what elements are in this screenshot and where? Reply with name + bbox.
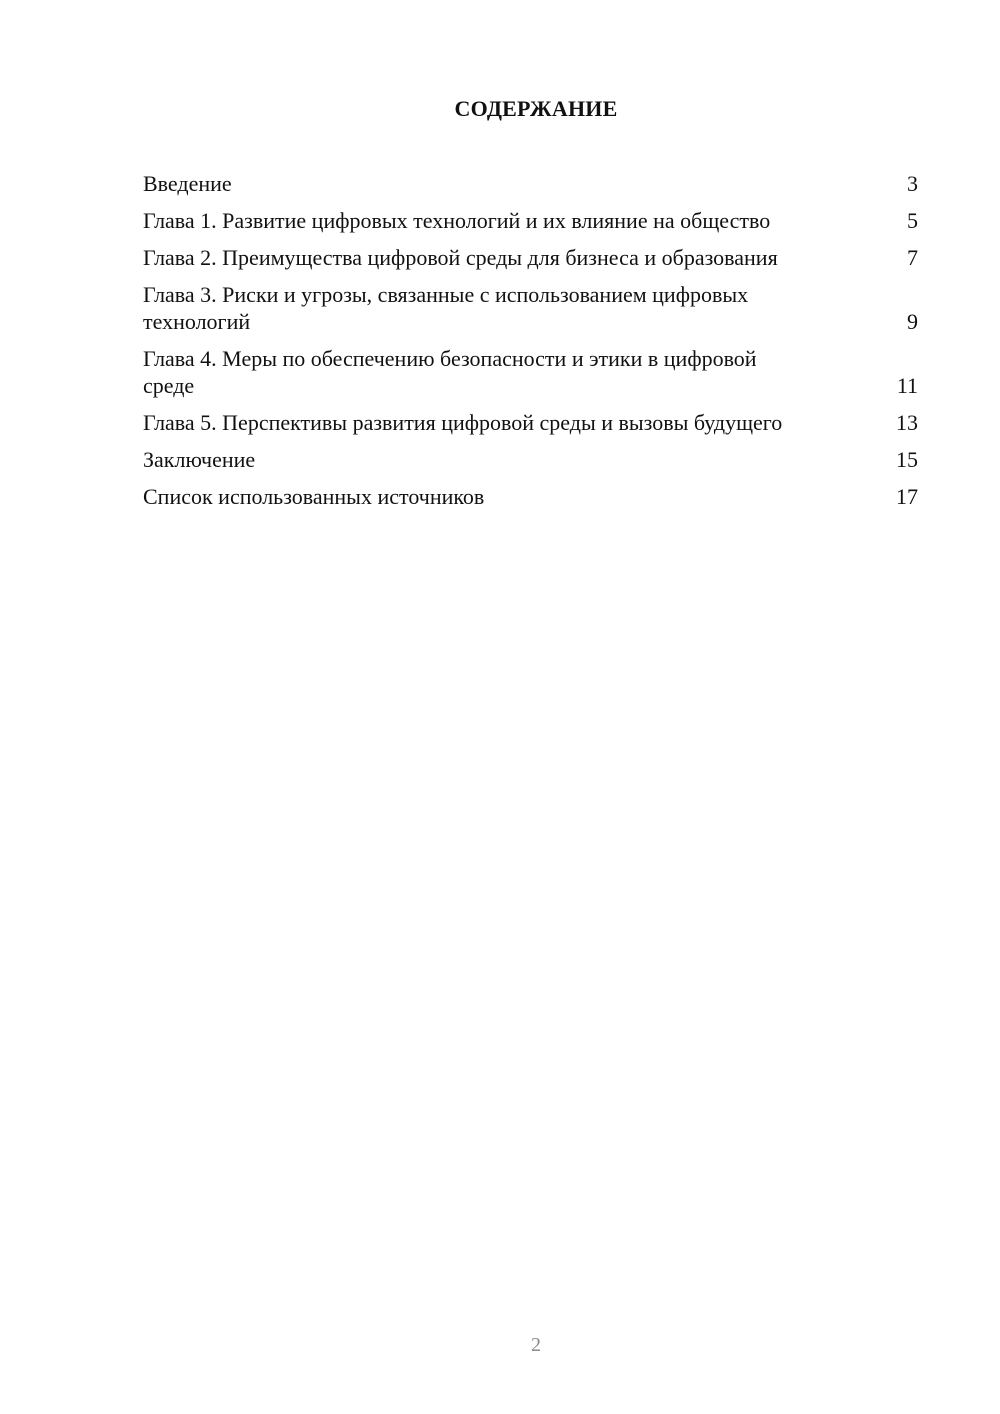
toc-entry-page: 5: [907, 208, 918, 233]
toc-entry-page: 3: [907, 171, 918, 196]
toc-entry-introduction[interactable]: [143, 170, 918, 197]
toc-entry-references[interactable]: [143, 483, 918, 510]
toc-entry-page: 13: [896, 410, 918, 435]
toc-entry-text: Глава 5. Перспективы развития цифровой среды и вызовы будущего: [143, 410, 783, 435]
toc-entry-page: 15: [896, 447, 918, 472]
toc-entry-chapter-1[interactable]: [143, 207, 918, 234]
toc-entry-text: Заключение: [143, 447, 256, 472]
toc-entry-text: Глава 1. Развитие цифровых технологий и их влияние на общество: [143, 208, 771, 233]
toc-entry-text: Список использованных источников: [143, 484, 485, 509]
toc-entry-page: 11: [896, 373, 918, 398]
table-of-contents: [143, 170, 918, 520]
toc-entry-text: Глава 2. Преимущества цифровой среды для бизнеса и образования: [143, 245, 778, 270]
page-number: 2: [531, 1334, 541, 1356]
toc-entry-text: Глава 3. Риски и угрозы, связанные с использованием цифровых технологий: [143, 282, 749, 334]
toc-entry-page: 7: [907, 245, 918, 270]
toc-entry-page: 17: [896, 484, 918, 509]
toc-entry-page: 9: [907, 309, 918, 334]
toc-entry-text: Введение: [143, 171, 232, 196]
toc-entry-chapter-5[interactable]: [143, 409, 918, 436]
toc-entry-chapter-2[interactable]: [143, 244, 918, 271]
toc-entry-text: Глава 4. Меры по обеспечению безопасности и этики в цифровой среде: [143, 346, 757, 398]
toc-entry-conclusion[interactable]: [143, 446, 918, 473]
toc-entry-chapter-4[interactable]: [143, 345, 918, 399]
page-title: СОДЕРЖАНИЕ: [454, 96, 618, 121]
toc-entry-chapter-3[interactable]: [143, 281, 918, 335]
